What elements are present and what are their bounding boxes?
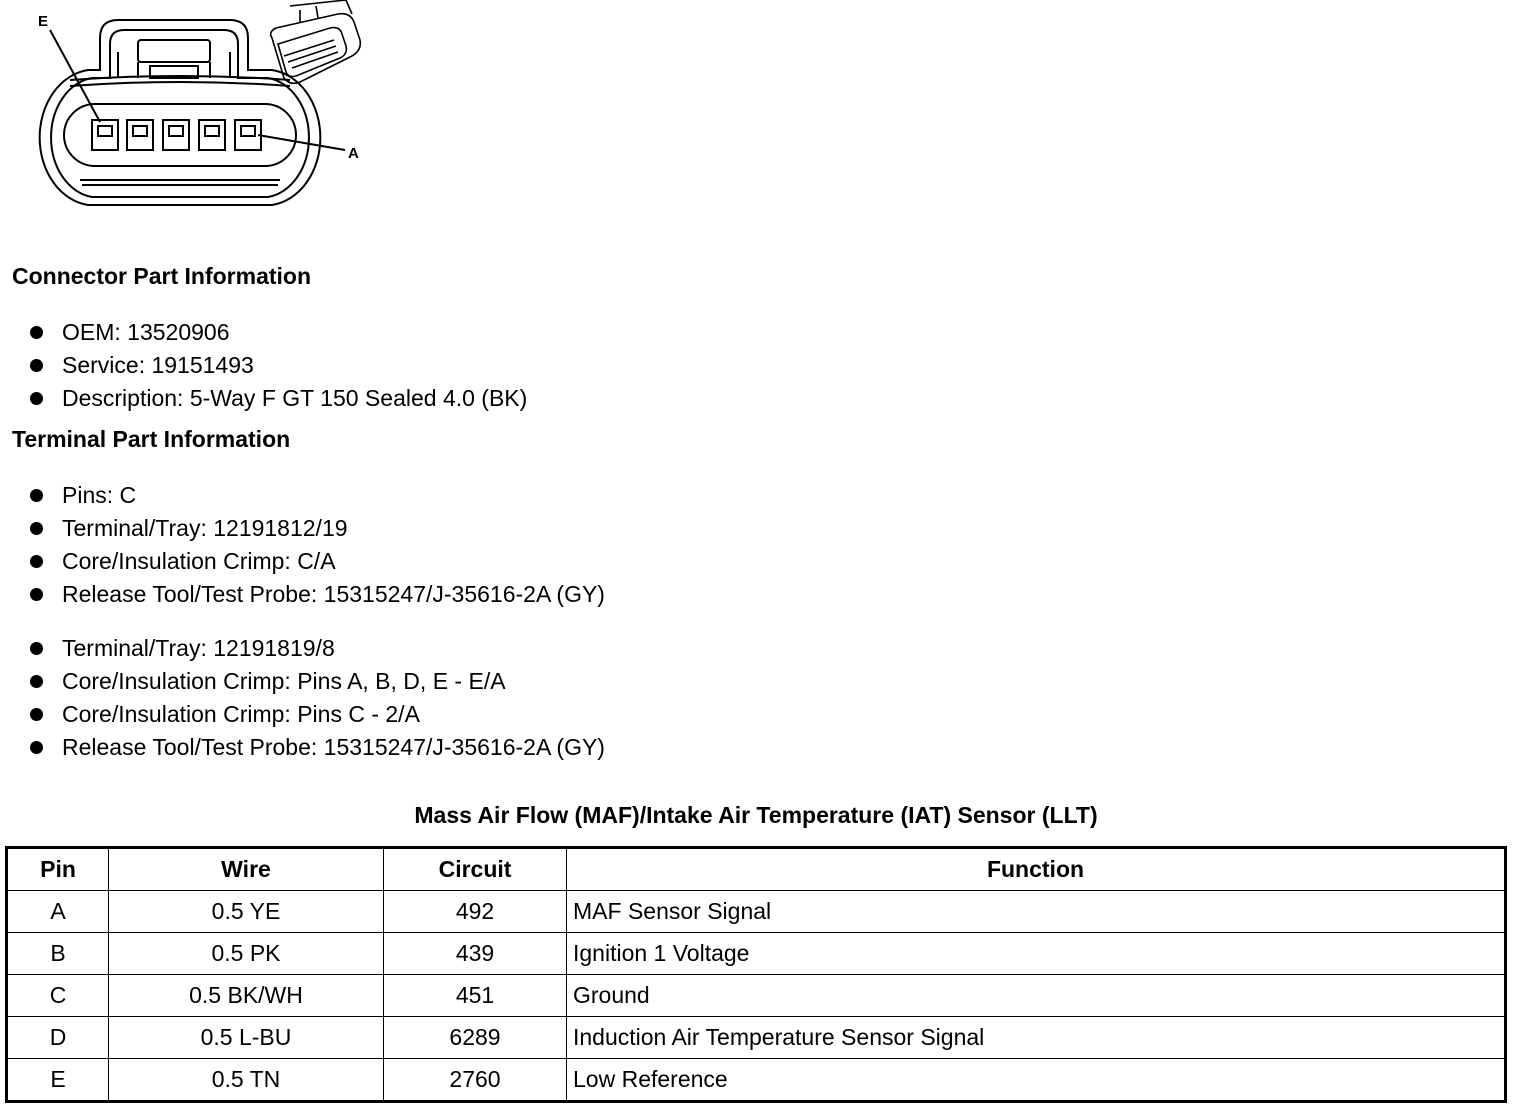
- cell-pin: E: [7, 1059, 109, 1102]
- table-row: [7, 933, 1506, 975]
- pin-label-e: E: [38, 13, 49, 30]
- connector-housing-inner: [51, 30, 309, 197]
- list-item: OEM: 13520906: [0, 316, 527, 349]
- pinout-table: [5, 846, 1507, 1103]
- list-item: Core/Insulation Crimp: C/A: [0, 545, 605, 578]
- list-item: Terminal/Tray: 12191812/19: [0, 512, 605, 545]
- cell-function: Low Reference: [567, 1059, 1506, 1102]
- list-item: Terminal/Tray: 12191819/8: [0, 632, 605, 665]
- list-item: Pins: C: [0, 479, 605, 512]
- connector-diagram: [0, 0, 380, 215]
- pin-label-a: A: [348, 145, 359, 162]
- connector-latch: [138, 40, 210, 62]
- pinout-table-title: Mass Air Flow (MAF)/Intake Air Temperature (IAT) Sensor (LLT): [414, 802, 1098, 828]
- connector-info-title: Connector Part Information: [12, 263, 312, 289]
- cell-wire: 0.5 L-BU: [109, 1017, 384, 1059]
- list-item: Description: 5-Way F GT 150 Sealed 4.0 (BK): [0, 382, 527, 415]
- column-header-circuit: Circuit: [384, 848, 567, 891]
- list-item: Service: 19151493: [0, 349, 527, 382]
- column-header-pin: Pin: [7, 848, 109, 891]
- cell-circuit: 492: [384, 891, 567, 933]
- column-header-function: Function: [567, 848, 1506, 891]
- cell-pin: A: [7, 891, 109, 933]
- cell-wire: 0.5 TN: [109, 1059, 384, 1102]
- connector-thumbnail-icon: [271, 0, 361, 83]
- column-header-wire: Wire: [109, 848, 384, 891]
- cell-pin: B: [7, 933, 109, 975]
- table-row: [7, 1017, 1506, 1059]
- table-row: [7, 1059, 1506, 1102]
- cell-circuit: 6289: [384, 1017, 567, 1059]
- cell-wire: 0.5 BK/WH: [109, 975, 384, 1017]
- table-row: [7, 975, 1506, 1017]
- terminal-info-title: Terminal Part Information: [12, 426, 291, 452]
- terminal-info-list-1: [0, 479, 605, 611]
- cell-circuit: 451: [384, 975, 567, 1017]
- connector-info-list: [0, 316, 527, 415]
- table-header-row: [7, 848, 1506, 891]
- cell-function: Induction Air Temperature Sensor Signal: [567, 1017, 1506, 1059]
- cell-function: Ignition 1 Voltage: [567, 933, 1506, 975]
- pin-cavities: [92, 120, 261, 150]
- list-item: Release Tool/Test Probe: 15315247/J-35616-2A (GY): [0, 578, 605, 611]
- cell-wire: 0.5 YE: [109, 891, 384, 933]
- cell-wire: 0.5 PK: [109, 933, 384, 975]
- leader-line-a: [258, 135, 345, 150]
- list-item: Release Tool/Test Probe: 15315247/J-35616-2A (GY): [0, 731, 605, 764]
- terminal-info-list-2: [0, 632, 605, 764]
- cell-circuit: 2760: [384, 1059, 567, 1102]
- table-row: [7, 891, 1506, 933]
- cell-circuit: 439: [384, 933, 567, 975]
- cell-function: Ground: [567, 975, 1506, 1017]
- list-item: Core/Insulation Crimp: Pins C - 2/A: [0, 698, 605, 731]
- list-item: Core/Insulation Crimp: Pins A, B, D, E - E/A: [0, 665, 605, 698]
- cell-pin: C: [7, 975, 109, 1017]
- cell-function: MAF Sensor Signal: [567, 891, 1506, 933]
- cell-pin: D: [7, 1017, 109, 1059]
